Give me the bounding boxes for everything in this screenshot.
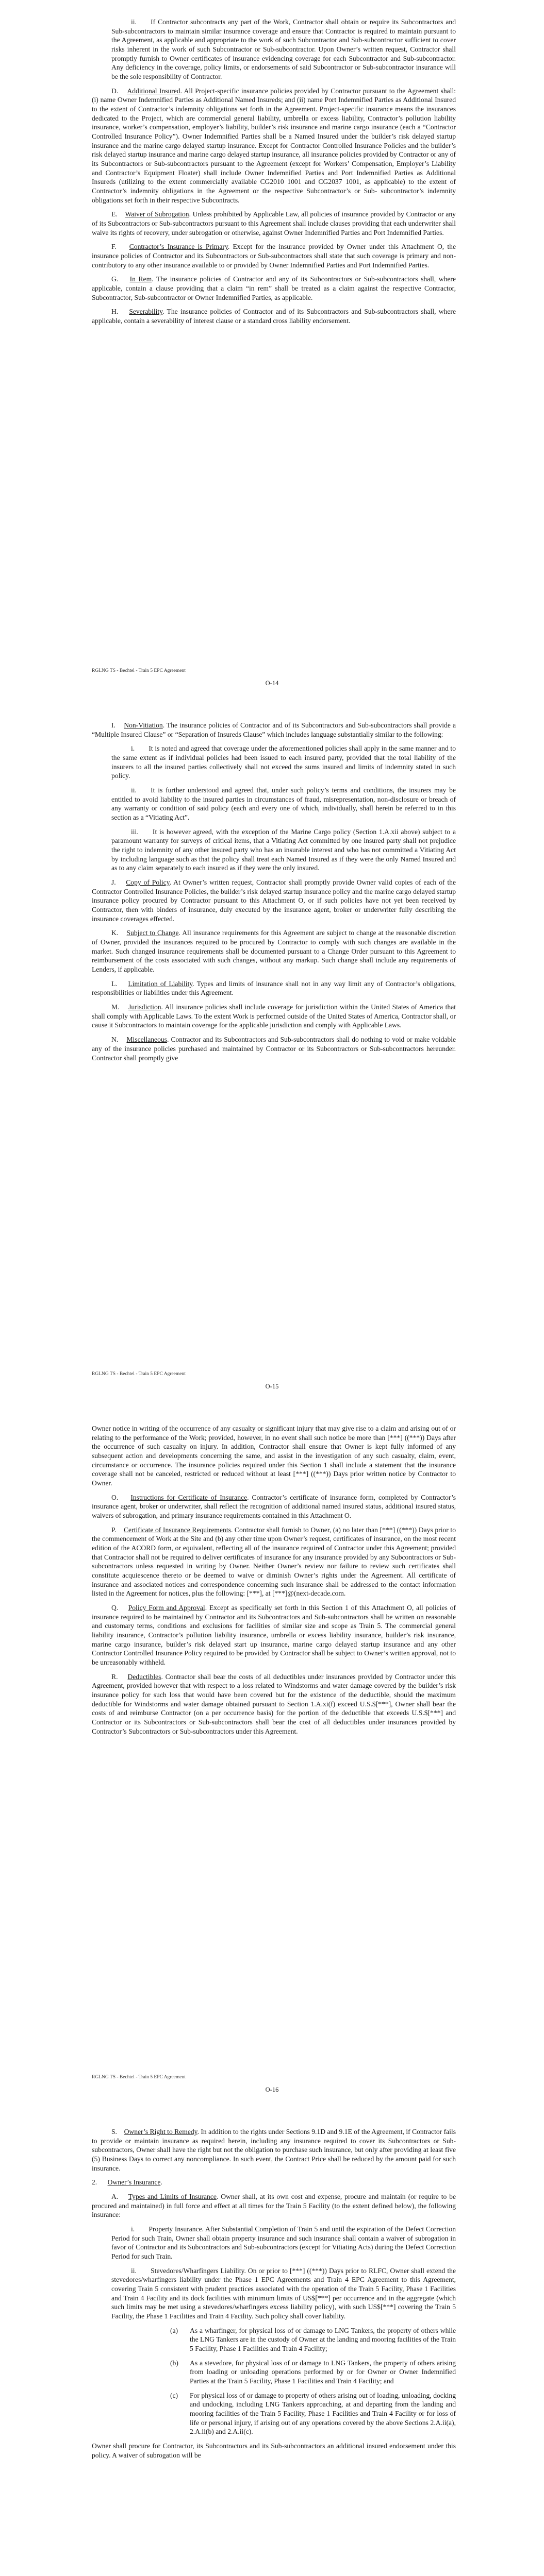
clause-d-additional-insured: D. Additional Insured. All Project-specific insurance policies provided by Contractor pursuant to the Agreement shall: (i) name Owner Indemnified Parties as Additional Named Insureds; and (ii) name Port Indemnified Parties as Additional Insured to the extent of Contractor’s indemnity obligations set forth in the Agreement. Project-specific insurance means the insurances dedicated to the Project, which are commercial general liability, umbrella or excess liability, Contractor’s pollution liability insurance, worker’s compensation, employer’s liability, builder’s risk insurance and marine cargo insurance (each a “Contractor Controlled Insurance Policy”). Owner Indemnified Parties shall be a Named Insured under the builder’s risk delayed startup insurance and the marine cargo delayed startup insurance. Except for Contractor Controlled Insurance Policies and the builder’s risk delayed startup insurance and marine cargo delayed startup insurance, all insurance policies provided by Contractor or any of its Subcontractors or Sub-subcontractors pursuant to the Agreement (except for Workers’ Compensation, Employer’s Liability and Contractor’s Equipment Floater) shall include Owner Indemnified Parties and Port Indemnified Parties as Additional Insureds (utilizing to the extent commercially available CG2010 1001 and CG2037 1001, as applicable) to the extent of Contractor’s indemnity obligations in the Agreement or the respective Subcontractor’s or Sub- subcontractor’s indemnity obligations set forth in their respective Subcontracts.	[92, 87, 456, 204]
clause-2a-ii-b: (b) As a stevedore, for physical loss of or damage to LNG Tankers, the property of others arising from loading or unloading operations performed by or for Owner or Owner Indemnified Parties at the Train 5 Facility, Phase 1 Facilities and Train 4 Facility; and	[170, 2359, 456, 2385]
clause-2a-ii-additional-insured: Owner shall procure for Contractor, its Subcontractors and its Sub-subcontractors an additional insured endorsement under this policy. A waiver of subrogation will be	[92, 2442, 456, 2459]
clause-i-i: i. It is noted and agreed that coverage under the aforementioned policies shall apply in the same manner and to the same extent as if individual policies had been issued to each insured party, provided that the total liability of the insurers to all the insured parties collectively shall not exceed the sums insured and limits of indemnity stated in such policy.	[111, 744, 456, 780]
clause-p-certificate-requirements: P. Certificate of Insurance Requirements. Contractor shall furnish to Owner, (a) no later than [***] ((***)) Days prior to the commencement of Work at the Site and (b) any other time upon Owner’s request, certificates of insurance, on the most recent edition of the ACORD form, or equivalent, reflecting all of the insurance required of Contractor under this Agreement; provided that Contractor shall not be required to deliver certificates of insurance for any insurance provided by any Subcontractors or Sub-subcontractors unless requested in writing by Owner. Neither Owner’s review nor failure to review such certificates shall constitute acquiescence thereto or be deemed to waive or diminish Owner’s rights under the Agreement. All certificate of insurance and associated notices and correspondence concerning such insurance shall be addressed to the contact information listed in the Agreement for notices, plus the following: [***], at [***]@(next-decade.com.	[92, 1526, 456, 1598]
page-content	[92, 1424, 456, 1741]
clause-2a-i-property-insurance: i. Property Insurance. After Substantial Completion of Train 5 and until the expiration of the Defect Correction Period for such Train, Owner shall obtain property insurance and such insurance shall contain a waiver of subrogation in favor of Contractor and its Subcontractors and Sub-subcontractors (except for Vitiating Acts) during the Defect Correction Period for such Train.	[111, 2225, 456, 2261]
clause-e-waiver-of-subrogation: E. Waiver of Subrogation. Unless prohibited by Applicable Law, all policies of insurance provided by Contractor or any of its Subcontractors or Sub-subcontractors pursuant to this Agreement shall include clauses providing that each underwriter shall waive its rights of recovery, under subrogation or otherwise, against Owner Indemnified Parties and Port Indemnified Parties.	[92, 210, 456, 236]
clause-n-continued: Owner notice in writing of the occurrence of any casualty or significant injury that may give rise to a claim and arising out of or relating to the performance of the Work; provided, however, in no event shall such notice be more than [***] ((***)) Days after the occurrence of such casualty on injury. In addition, Contractor shall ensure that Owner is kept fully informed of any subsequent action and developments concerning the same, and assist in the investigation of any such casualty, claim, event, circumstance or occurrence. The insurance policies required under this Section 1 shall include a statement that the insurance coverage shall not be canceled, restricted or reduced without at least [***] ((***)) Days prior written notice by Contractor to Owner.	[92, 1425, 456, 1487]
page-number: O-14	[265, 680, 279, 687]
clause-i-ii: ii. It is further understood and agreed that, under such policy’s terms and conditions, the insurers may be entitled to avoid liability to the insured parties in circumstances of fraud, misrepresentation, non-disclosure or breach of any warranty or condition of said policy (each and every one of which, individually, shall herein be referred to in this section as a “Vitiating Act”.	[111, 786, 456, 822]
clause-i-non-vitiation: I. Non-Vitiation. The insurance policies of Contractor and of its Subcontractors and Sub-subcontractors shall provide a “Multiple Insured Clause” or “Separation of Insureds Clause” which includes language substantially similar to the following:	[92, 721, 456, 738]
clause-r-deductibles: R. Deductibles. Contractor shall bear the costs of all deductibles under insurances provided by Contractor under this Agreement, provided however that with respect to a loss related to Windstorms and water damage covered by the builder’s risk insurance policy for such loss that would have been covered but for the existence of the deductible, should the maximum deductible for Windstorms and water damage obtained pursuant to Section 1.A.xi(f) exceed U.S.$[***], Owner shall bear the costs of and reimburse Contractor (on a per occurrence basis) for the portion of the deductible that exceeds U.S.$[***] and Contractor or its Subcontractors or Sub-subcontractors shall bear the cost of all deductibles under insurances provided by Contractor’s Subcontractors or Sub-subcontractors under this Agreement.	[92, 1672, 456, 1735]
page-footer: RGLNG TS - Bechtel - Train 5 EPC Agreement	[92, 1371, 186, 1377]
clause-o-certificate-instructions: O. Instructions for Certificate of Insurance. Contractor’s certificate of insurance form, completed by Contractor’s insurance agent, broker or underwriter, shall reflect the recognition of additional named insured status, additional insured status, waivers of subrogation, and primary insurance requirements contained in this Attachment O.	[92, 1493, 456, 1520]
page-footer: RGLNG TS - Bechtel - Train 5 EPC Agreement	[92, 668, 186, 673]
clause-m-jurisdiction: M. Jurisdiction. All insurance policies shall include coverage for jurisdiction within the United States of America that shall comply with Applicable Laws. To the extent Work is performed outside of the United States of America, Contractor shall, or cause it Subcontractors to maintain coverage for the applicable jurisdiction and comply with Applicable Laws.	[92, 1003, 456, 1029]
document-page-3	[0, 1406, 544, 2110]
page-content	[92, 2127, 456, 2465]
clause-n-miscellaneous: N. Miscellaneous. Contractor and its Subcontractors and Sub-subcontractors shall do nothing to void or make voidable any of the insurance policies purchased and maintained by Contractor or its Subcontractors or Sub-subcontractors hereunder. Contractor shall promptly give	[92, 1036, 456, 1062]
clause-f-insurance-primary: F. Contractor’s Insurance is Primary. Except for the insurance provided by Owner under this Attachment O, the insurance policies of Contractor and its Subcontractors or Sub-subcontractors shall state that such coverage is primary and non-contributory to any other insurance available to or provided by Owner Indemnified Parties and Port Indemnified Parties.	[92, 243, 456, 269]
clause-2a-ii-a: (a) As a wharfinger, for physical loss of or damage to LNG Tankers, the property of others while the LNG Tankers are in the custody of Owner at the landing and mooring facilities of the Train 5 Facility, Phase 1 Facilities and Train 4 Facility;	[170, 2326, 456, 2353]
document-page-4	[0, 2110, 544, 2576]
clause-g-in-rem: G. In Rem. The insurance policies of Contractor and any of its Subcontractors or Sub-subcontractors shall, where applicable, contain a clause providing that a claim “in rem” shall be treated as a claim against the respective Contractor, Subcontractor, Sub-subcontractor or Owner Indemnified Parties, as applicable.	[92, 275, 456, 301]
document-page-2	[0, 703, 544, 1406]
page-footer: RGLNG TS - Bechtel - Train 5 EPC Agreement	[92, 2075, 186, 2080]
page-number: O-16	[265, 2086, 279, 2093]
page-content	[92, 721, 456, 1067]
clause-i-iii: iii. It is however agreed, with the exception of the Marine Cargo policy (Section 1.A.xii above) subject to a paramount warranty for surveys of critical items, that a Vitiating Act committed by one insured party shall not prejudice the right to indemnity of any other insured party who has an insurable interest and who has not committed a Vitiating Act by including language such as that the policy shall treat each Named Insured as if they were the only Named Insured and as to any claim separately to each insured as if they were the only insured.	[111, 827, 456, 872]
clause-1-c-ii: ii. If Contractor subcontracts any part of the Work, Contractor shall obtain or require its Subcontractors and Sub-subcontractors to maintain similar insurance coverage and ensure that Contractor is required to maintain pursuant to the Agreement, as applicable and appropriate to the work of such Subcontractor and Sub-subcontractor sufficient to cover risks inherent in the work of such Subcontractor or Sub-subcontractor. Upon Owner’s written request, Contractor shall promptly furnish to Owner certificates of insurance evidencing coverage for each Subcontractor and Sub-subcontractor. Any deficiency in the coverage, policy limits, or endorsements of said Subcontractor or Sub-subcontractor insurance will be the sole responsibility of Contractor.	[111, 18, 456, 81]
clause-2a-types-and-limits: A. Types and Limits of Insurance. Owner shall, at its own cost and expense, procure and maintain (or require to be procured and maintained) in full force and effect at all times for the Train 5 Facility (to the extent defined below), the following insurance:	[92, 2193, 456, 2219]
clause-h-severability: H. Severability. The insurance policies of Contractor and of its Subcontractors and Sub-subcontractors shall, where applicable, contain a severability of interest clause or a standard cross liability endorsement.	[92, 308, 456, 325]
page-content	[92, 18, 456, 331]
clause-k-subject-to-change: K. Subject to Change. All insurance requirements for this Agreement are subject to change at the reasonable discretion of Owner, provided the insurances required to be procured by Contractor to comply with such changes are available in the market. Such changed insurance requirements shall be documented pursuant to a Change Order pursuant to this Agreement to reimbursement of the costs associated with such changes, without any markup. Such change shall include any requirements of Lenders, if applicable.	[92, 929, 456, 974]
clause-l-limitation-of-liability: L. Limitation of Liability. Types and limits of insurance shall not in any way limit any of Contractor’s obligations, responsibilities or liabilities under this Agreement.	[92, 979, 456, 997]
clause-s-owner-right-to-remedy: S. Owner’s Right to Remedy. In addition to the rights under Sections 9.1D and 9.1E of the Agreement, if Contractor fails to provide or maintain insurance as required herein, including any insurance required to cover its Subcontractors or Sub-subcontractors, Owner shall have the right but not the obligation to purchase such insurance, but only after providing at least five (5) Business Days to correct any noncompliance. In such event, the Contract Price shall be reduced by the amount paid for such insurance.	[92, 2128, 456, 2172]
page-number: O-15	[265, 1383, 279, 1390]
clause-2a-ii-stevedores-liability: ii. Stevedores/Wharfingers Liability. On or prior to [***] ((***)) Days prior to RLFC, Owner shall extend the stevedores/wharfingers liability under the Phase 1 EPC Agreements and Train 4 EPC Agreement to this Agreement, covering Train 5 consistent with prudent practices associated with the operation of the Train 5 Facility, Phase 1 Facilities and Train 4 Facility and its dock facilities with minimum limits of US$[***] per occurrence and in the aggregate (which such limits may be met using a stevedores/wharfingers excess liability policy), with such US$[***] covering the Train 5 Facility, the Phase 1 Facilities and Train 4 Facility. Such policy shall cover liability.	[111, 2266, 456, 2320]
document-page-1	[0, 0, 544, 703]
clause-q-policy-form: Q. Policy Form and Approval. Except as specifically set forth in this Section 1 of this Attachment O, all policies of insurance required to be maintained by Contractor and its Subcontractors and Sub-subcontractors shall be written on reasonable and customary terms, conditions and exclusions for facilities of similar size and scope as Train 5. The commercial general liability insurance, Contractor’s pollution liability insurance, umbrella or excess liability insurance, builder’s risk insurance, marine cargo insurance, builder’s risk delayed start up insurance, marine cargo delayed startup insurance and any other Contractor Controlled Insurance Policy required to be provided by Contractor shall be subject to Owner’s written approval, not to be unreasonably withheld.	[92, 1604, 456, 1667]
section-2-owner-insurance: 2. Owner’s Insurance.	[92, 2178, 162, 2187]
clause-j-copy-of-policy: J. Copy of Policy. At Owner’s written request, Contractor shall promptly provide Owner valid copies of each of the Contractor Controlled Insurance Policies, the builder’s risk delayed startup insurance policy and the marine cargo delayed startup insurance policy procured by Contractor pursuant to this Attachment O, or if such policies have not yet been received by Contractor, then with binders of insurance, duly executed by the insurance agent, broker or underwriter fully describing the insurance coverages effected.	[92, 878, 456, 923]
clause-2a-ii-c: (c) For physical loss of or damage to property of others arising out of loading, unloading, docking and undocking, including LNG Tankers approaching, at and departing from the landing and mooring facilities of the Train 5 Facility, Phase 1 Facilities and Train 4 Facility or for loss of life or personal injury, if arising out of any operations covered by the above Sections 2.A.ii(a), 2.A.ii(b) and 2.A.ii(c).	[170, 2391, 456, 2436]
